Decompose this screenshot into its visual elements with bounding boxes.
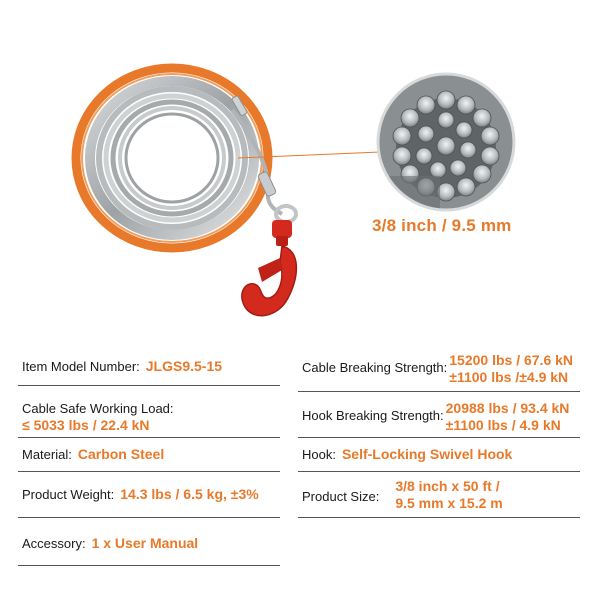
spec-label: Item Model Number: [22, 359, 140, 374]
spec-value-line2: 9.5 mm x 15.2 m [395, 495, 503, 511]
spec-value-line2: ±1100 lbs / 4.9 kN [445, 417, 561, 433]
spec-value: 14.3 lbs / 6.5 kg, ±3% [120, 486, 259, 502]
row-divider [18, 565, 280, 566]
spec-label: Cable Breaking Strength: [302, 360, 448, 375]
spec-label: Material: [22, 447, 72, 462]
spec-value-line1: 3/8 inch x 50 ft / [395, 478, 500, 494]
cable-size-label: 3/8 inch / 9.5 mm [372, 216, 512, 235]
spec-safe-working-load [22, 400, 174, 434]
row-divider [298, 471, 580, 472]
row-divider [298, 437, 580, 438]
spec-value-line1: 20988 lbs / 93.4 kN [445, 400, 570, 416]
spec-label: Product Weight: [22, 487, 115, 502]
spec-material [22, 446, 164, 463]
spec-label: Hook: [302, 447, 336, 462]
spec-hook [302, 446, 512, 463]
spec-accessory [22, 535, 198, 552]
spec-value: Self-Locking Swivel Hook [341, 446, 513, 462]
spec-product-size [302, 478, 503, 512]
row-divider [18, 437, 280, 438]
row-divider [18, 471, 280, 472]
spec-product-weight [22, 486, 259, 503]
spec-model-number [22, 358, 222, 375]
spec-value: Carbon Steel [77, 446, 165, 462]
spec-hook-breaking-strength [302, 400, 569, 434]
row-divider [18, 517, 280, 518]
spec-label: Cable Safe Working Load: [22, 401, 174, 416]
spec-label: Product Size: [302, 489, 380, 504]
row-divider [298, 517, 580, 518]
spec-label: Accessory: [22, 536, 86, 551]
spec-cable-breaking-strength [302, 352, 573, 386]
row-divider [298, 391, 580, 392]
spec-value-line2: ±1100 lbs /±4.9 kN [449, 369, 569, 385]
spec-value-line1: 15200 lbs / 67.6 kN [449, 352, 574, 368]
spec-label: Hook Breaking Strength: [302, 408, 444, 423]
spec-value: ≤ 5033 lbs / 22.4 kN [22, 417, 150, 433]
spec-value: 1 x User Manual [91, 535, 199, 551]
row-divider [18, 385, 280, 386]
spec-value: JLGS9.5-15 [145, 358, 223, 374]
